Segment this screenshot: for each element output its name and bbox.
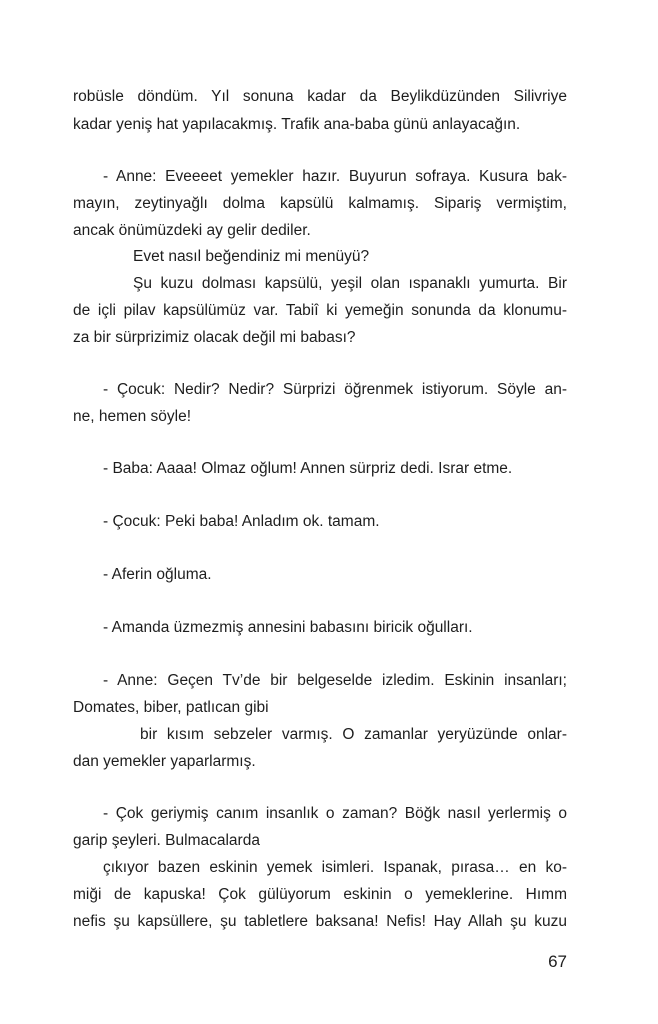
text-line: - Çocuk: Peki baba! Anladım ok. tamam.: [103, 513, 380, 530]
text-line: mayın, zeytinyağlı dolma kapsülü kalmamış. Sipariş vermiştim,: [73, 195, 567, 212]
text-line: ancak önümüzdeki ay gelir dediler.: [73, 222, 311, 239]
text-line: - Aferin oğluma.: [103, 566, 212, 583]
text-line: - Baba: Aaaa! Olmaz oğlum! Annen sürpriz dedi. Israr etme.: [103, 460, 513, 477]
text-line: Şu kuzu dolması kapsülü, yeşil olan ıspanaklı yumurta. Bir: [133, 275, 567, 292]
text-line: - Çok geriymiş canım insanlık o zaman? Böğk nasıl yerlermiş o: [103, 805, 567, 822]
text-line: robüsle döndüm. Yıl sonuna kadar da Beylikdüzünden Silivriye: [73, 88, 567, 105]
text-line: ne, hemen söyle!: [73, 408, 192, 425]
text-line: garip şeyleri. Bulmacalarda: [73, 832, 260, 849]
page-number: 67: [548, 952, 567, 971]
text-line: de içli pilav kapsülümüz var. Tabiî ki yemeğin sonunda da klonumu-: [73, 302, 567, 319]
text-line: nefis şu kapsüllere, şu tabletlere baksana! Nefis! Hay Allah şu kuzu: [73, 913, 567, 930]
text-line: - Anne: Geçen Tv’de bir belgeselde izledim. Eskinin insanları;: [103, 672, 567, 689]
text-line: çıkıyor bazen eskinin yemek isimleri. Ispanak, pırasa… en ko-: [103, 859, 567, 876]
text-line: bir kısım sebzeler varmış. O zamanlar yeryüzünde onlar-: [140, 726, 567, 743]
text-line: - Anne: Eveeeet yemekler hazır. Buyurun sofraya. Kusura bak-: [103, 168, 567, 185]
text-line: Domates, biber, patlıcan gibi: [73, 699, 269, 716]
text-line: za bir sürprizimiz olacak değil mi babası?: [73, 329, 356, 346]
text-line: miği de kapuska! Çok gülüyorum eskinin o yemeklerine. Hımm: [73, 886, 567, 903]
text-line: - Amanda üzmezmiş annesini babasını biricik oğulları.: [103, 619, 473, 636]
text-line: - Çocuk: Nedir? Nedir? Sürprizi öğrenmek istiyorum. Söyle an-: [103, 381, 567, 398]
text-line: dan yemekler yaparlarmış.: [73, 753, 256, 770]
text-line: Evet nasıl beğendiniz mi menüyü?: [133, 248, 370, 265]
text-line: kadar yeniş hat yapılacakmış. Trafik ana-baba günü anlayacağın.: [73, 116, 521, 133]
